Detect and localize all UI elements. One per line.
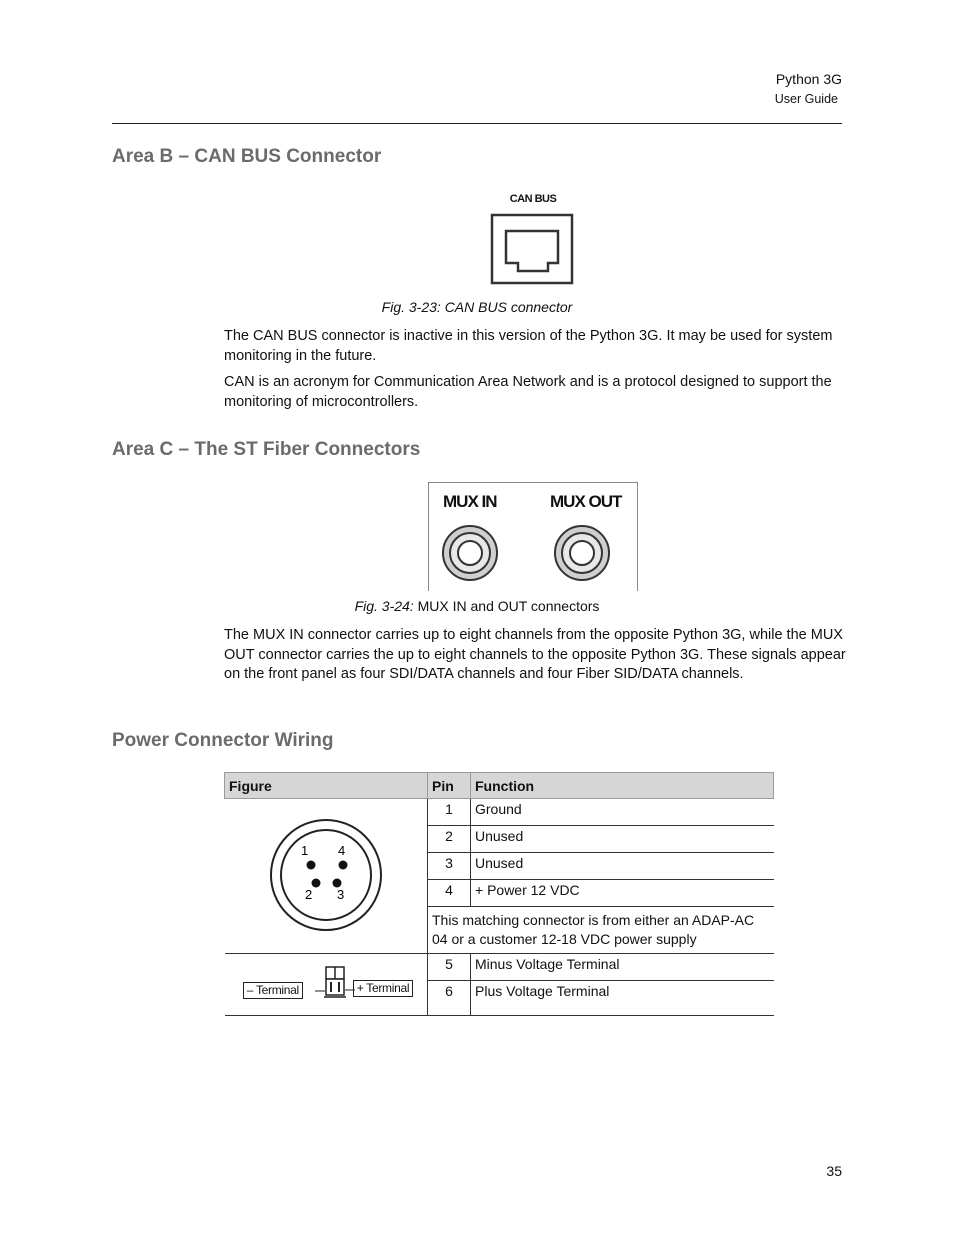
section-c-heading: Area C – The ST Fiber Connectors	[112, 439, 421, 460]
mux-in-connector-icon	[435, 518, 505, 588]
header-rule	[112, 123, 842, 124]
function-cell: Plus Voltage Terminal	[471, 981, 774, 1016]
table-header-row	[225, 773, 774, 799]
pin-label-4: 4	[337, 842, 345, 858]
page-number: 35	[826, 1163, 842, 1179]
pin-label-2: 2	[304, 886, 312, 902]
mux-out-label: MUX OUT	[550, 492, 622, 511]
fig-3-23-caption	[0, 299, 954, 315]
pin-cell: 5	[428, 954, 471, 981]
can-bus-label: CAN BUS	[509, 193, 557, 205]
rj45-port-icon	[488, 209, 578, 289]
function-cell: Unused	[471, 826, 774, 853]
function-cell: Unused	[471, 853, 774, 880]
xlr-4pin-connector-icon	[266, 815, 386, 935]
pin-cell: 4	[428, 880, 471, 907]
xlr-connector-cell	[225, 799, 428, 954]
col-figure: Figure	[225, 773, 428, 799]
power-note: This matching connector is from either an ADAP-AC 04 or a customer 12-18 VDC power supply	[428, 907, 774, 954]
header-title: Python 3G	[775, 71, 842, 87]
table-row	[225, 799, 774, 826]
mux-out-connector-icon	[547, 518, 617, 588]
minus-terminal-label: – Terminal	[243, 982, 303, 999]
terminal-block-icon	[315, 964, 355, 1010]
pin-cell: 1	[428, 799, 471, 826]
pin-cell: 6	[428, 981, 471, 1016]
header-subtitle: User Guide	[774, 92, 838, 106]
table-row	[225, 954, 774, 981]
terminal-block-cell	[225, 954, 428, 1016]
pin-cell: 3	[428, 853, 471, 880]
can-bus-figure	[488, 193, 578, 285]
fig-3-24-caption-text: MUX IN and OUT connectors	[413, 598, 600, 614]
fig-3-23-caption-text: Fig. 3-23: CAN BUS connector	[381, 299, 573, 315]
function-cell: Ground	[471, 799, 774, 826]
can-bus-paragraph-2: CAN is an acronym for Communication Area Network and is a protocol designed to support the monitoring of microcontrollers.	[224, 374, 832, 410]
mux-paragraph: The MUX IN connector carries up to eight channels from the opposite Python 3G, while the MUX OUT connector carries the up to eight channels to the opposite Python 3G. These signals appear on the front panel as four SDI/DATA channels and four Fiber SID/DATA channels.	[224, 627, 846, 682]
function-cell: + Power 12 VDC	[471, 880, 774, 907]
fig-3-24-caption	[0, 598, 954, 614]
function-cell: Minus Voltage Terminal	[471, 954, 774, 981]
power-heading: Power Connector Wiring	[112, 730, 334, 751]
mux-in-label: MUX IN	[443, 492, 497, 511]
terminal-block-figure	[229, 956, 423, 1014]
mux-connectors-figure	[428, 482, 638, 591]
pin-label-3: 3	[336, 886, 344, 902]
plus-terminal-label: + Terminal	[353, 980, 413, 997]
col-pin: Pin	[428, 773, 471, 799]
fig-3-24-caption-prefix: Fig. 3-24:	[354, 598, 414, 614]
can-bus-paragraph-1: The CAN BUS connector is inactive in this version of the Python 3G. It may be used for system monitoring in the future.	[224, 328, 833, 364]
col-function: Function	[471, 773, 774, 799]
power-wiring-table	[224, 772, 774, 1016]
pin-label-1: 1	[300, 842, 308, 858]
section-b-heading: Area B – CAN BUS Connector	[112, 146, 382, 167]
pin-cell: 2	[428, 826, 471, 853]
